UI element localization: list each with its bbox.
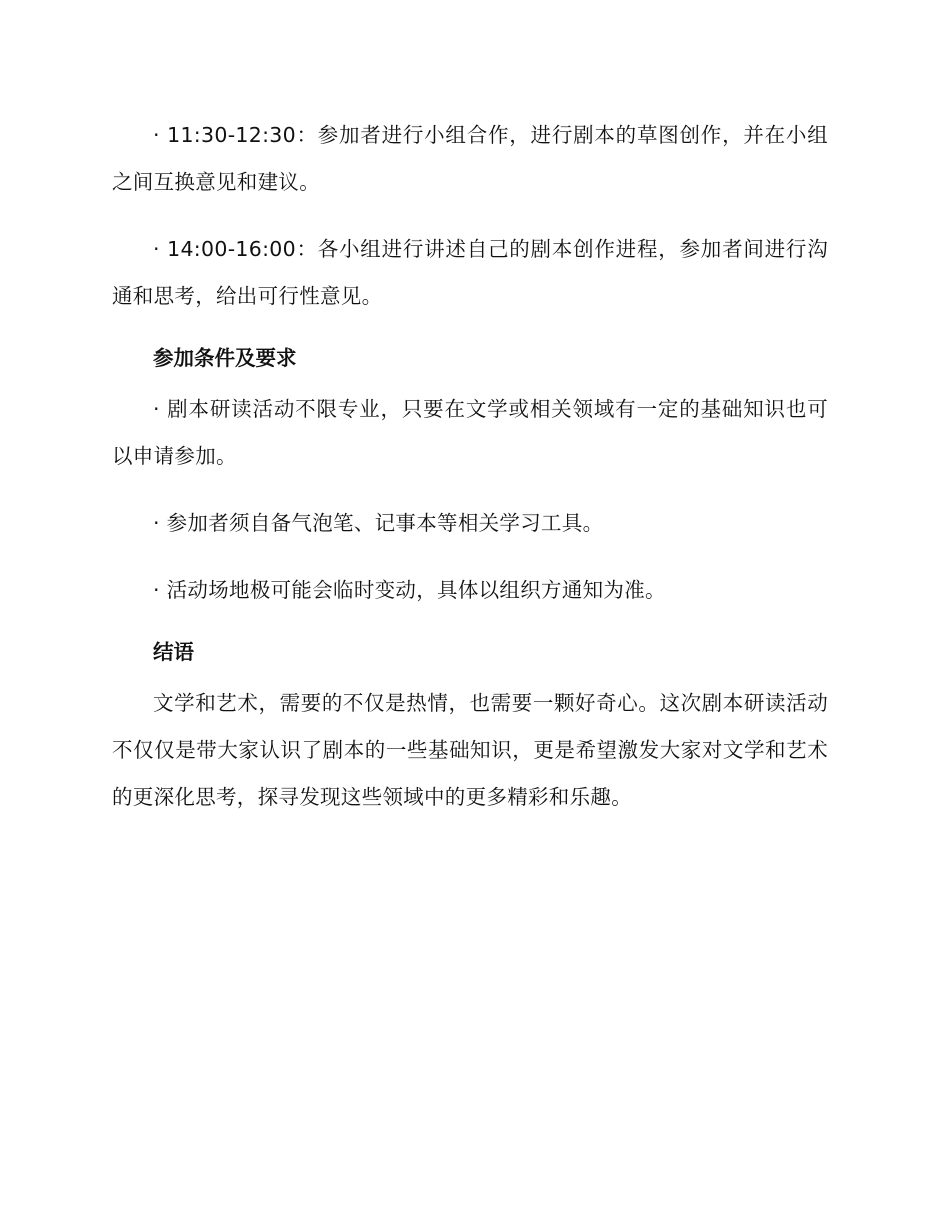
conclusion-heading: 结语	[153, 640, 194, 664]
requirement-item-2: · 参加者须自备气泡笔、记事本等相关学习工具。	[153, 511, 604, 535]
requirement-item-1: · 剧本研读活动不限专业，只要在文学或相关领域有一定的基础知识也可以申请参加。	[112, 397, 828, 468]
schedule-item-2: · 14:00-16:00：各小组进行讲述自己的剧本创作进程，参加者间进行沟通和思考，给出可行性意见。	[112, 237, 828, 308]
requirements-heading: 参加条件及要求	[153, 346, 297, 370]
schedule-item-1: · 11:30-12:30：参加者进行小组合作，进行剧本的草图创作，并在小组之间互换意见和建议。	[112, 123, 828, 194]
requirement-item-3: · 活动场地极可能会临时变动，具体以组织方通知为准。	[153, 578, 666, 602]
conclusion-text: 文学和艺术，需要的不仅是热情，也需要一颗好奇心。这次剧本研读活动不仅仅是带大家认识了剧本的一些基础知识，更是希望激发大家对文学和艺术的更深化思考，探寻发现这些领域中的更多精彩和乐趣。	[112, 691, 828, 809]
